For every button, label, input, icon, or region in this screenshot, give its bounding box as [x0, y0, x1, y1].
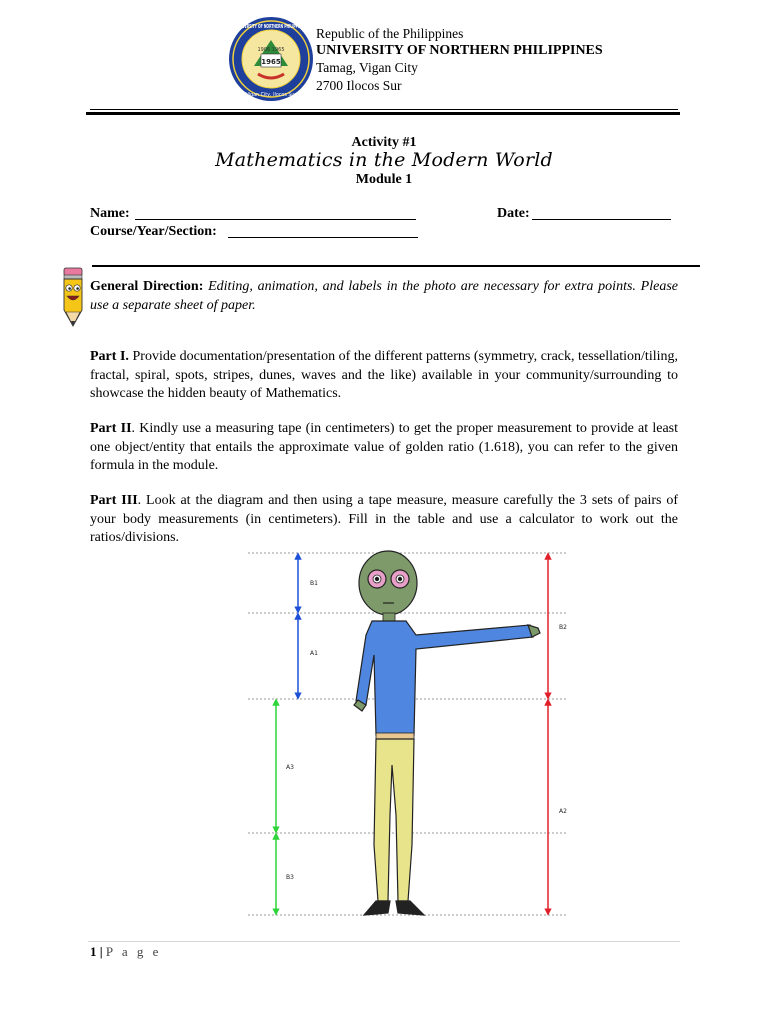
seal-ring-text: UNIVERSITY OF NORTHERN PHILIPPINES [236, 24, 307, 30]
seal-bottom-text: Vigan City, Ilocos Sur [245, 93, 297, 98]
name-field[interactable] [135, 205, 416, 220]
label-a1: A1 [310, 650, 318, 657]
header-rule-thin [90, 109, 678, 110]
pencil-mascot-icon [58, 266, 88, 328]
part-3 [90, 492, 678, 548]
part-3-text: . Look at the diagram and then using a tape measure, measure carefully the 3 sets of pairs of your body measurements (in centimeters). Fill in the table and use a calculator to work out the ratios/divisions. [90, 493, 678, 545]
label-a3: A3 [286, 764, 294, 771]
label-b3: B3 [286, 874, 294, 881]
part-1-text: Provide documentation/presentation of the different patterns (symmetry, crack, tessellation/tiling, fractal, spiral, spots, stripes, dunes, waves and the like) available in your community/surrounding to showcase the hidden beauty of Mathematics. [90, 349, 678, 401]
body-ratio-diagram [240, 545, 580, 925]
name-label: Name: [90, 206, 130, 221]
section-rule [92, 265, 700, 267]
page-number: 1 [90, 944, 97, 959]
header-country: Republic of the Philippines [316, 26, 464, 41]
page-word: P a g e [105, 944, 162, 959]
header-address-line1: Tamag, Vigan City [316, 60, 418, 75]
activity-title: Activity #1 [351, 135, 417, 150]
seal-years: 1906 1965 [257, 47, 285, 53]
module-title: Module 1 [355, 172, 413, 187]
label-b1: B1 [310, 580, 318, 587]
page-separator: | [96, 944, 106, 959]
header-university: UNIVERSITY OF NORTHERN PHILIPPINES [316, 43, 603, 58]
label-a2: A2 [559, 808, 567, 815]
date-field[interactable] [532, 205, 671, 220]
seal-year: 1965 [261, 58, 281, 66]
part-1-label: Part I. [90, 349, 129, 364]
date-label: Date: [497, 206, 530, 221]
part-1 [90, 348, 678, 404]
part-2 [90, 420, 678, 476]
part-2-text: . Kindly use a measuring tape (in centimeters) to get the proper measurement to provide at least one object/entity that entails the approximate value of golden ratio (1.618), you can refer to the given formula in the module. [90, 421, 679, 473]
page-footer [90, 944, 161, 960]
footer-rule [88, 941, 680, 942]
general-direction [90, 278, 678, 315]
direction-text: Editing, animation, and labels in the photo are necessary for extra points. Please use a separate sheet of paper. [90, 279, 678, 313]
header-rule-thick [86, 112, 680, 115]
part-3-label: Part III [90, 493, 138, 508]
part-2-label: Part II [90, 421, 132, 436]
label-b2: B2 [559, 624, 567, 631]
university-seal [228, 16, 314, 102]
subject-title: Mathematics in the Modern World [215, 149, 553, 171]
stick-figure [354, 551, 540, 915]
direction-label: General Direction: [90, 279, 204, 294]
course-field[interactable] [228, 223, 418, 238]
header-address-line2: 2700 Ilocos Sur [316, 78, 402, 93]
course-label: Course/Year/Section: [90, 224, 217, 239]
